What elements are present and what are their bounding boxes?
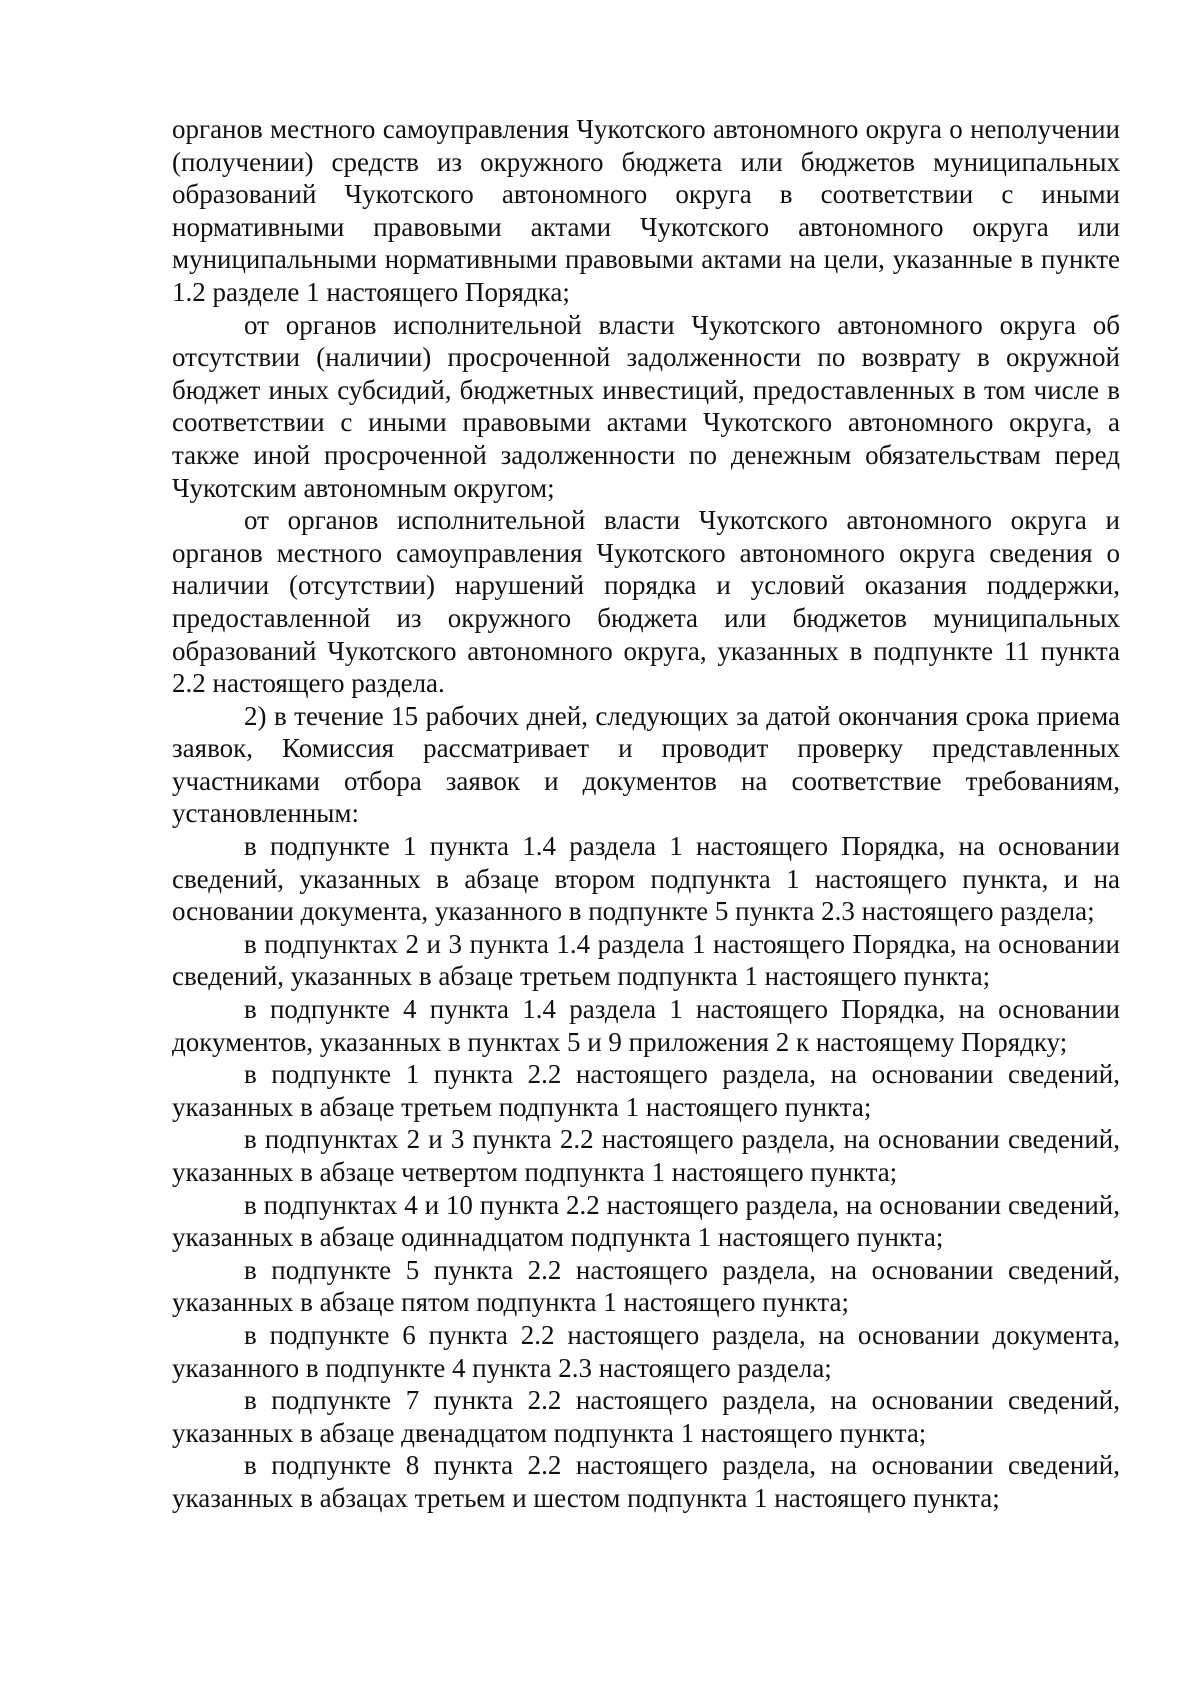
paragraph-10: в подпунктах 4 и 10 пункта 2.2 настоящего раздела, на основании сведений, указанных в абзаце одиннадцатом подпункта 1 настоящего пункта; [172,1189,1120,1253]
paragraph-6: в подпунктах 2 и 3 пункта 1.4 раздела 1 настоящего Порядка, на основании сведений, указанных в абзаце третьем подпункта 1 настоящего пункта; [172,928,1120,992]
paragraph-1: органов местного самоуправления Чукотского автономного округа о неполучении (получении) средств из окружного бюджета или бюджетов муниципальных образований Чукотского автономного округа в соответствии с иными нормативными правовыми актами Чукотского автономного округа или муниципальными нормативными правовыми актами на цели, указанные в пункте 1.2 разделе 1 настоящего Порядка; [172,114,1120,307]
paragraph-14: в подпункте 8 пункта 2.2 настоящего раздела, на основании сведений, указанных в абзацах третьем и шестом подпункта 1 настоящего пункта; [172,1450,1120,1513]
paragraph-11: в подпункте 5 пункта 2.2 настоящего раздела, на основании сведений, указанных в абзаце пятом подпункта 1 настоящего пункта; [172,1254,1120,1318]
paragraph-5: в подпункте 1 пункта 1.4 раздела 1 настоящего Порядка, на основании сведений, указанных в абзаце втором подпункта 1 настоящего пункта, и на основании документа, указанного в подпункте 5 пункта 2.3 настоящего раздела; [172,831,1120,927]
paragraph-9: в подпунктах 2 и 3 пункта 2.2 настоящего раздела, на основании сведений, указанных в абзаце четвертом подпункта 1 настоящего пункта; [172,1124,1120,1187]
paragraph-12: в подпункте 6 пункта 2.2 настоящего раздела, на основании документа, указанного в подпункте 4 пункта 2.3 настоящего раздела; [172,1319,1120,1383]
document-body [172,113,1120,1515]
paragraph-13: в подпункте 7 пункта 2.2 настоящего раздела, на основании сведений, указанных в абзаце двенадцатом подпункта 1 настоящего пункта; [172,1385,1120,1448]
paragraph-3: от органов исполнительной власти Чукотского автономного округа и органов местного самоуправления Чукотского автономного округа сведения о наличии (отсутствии) нарушений порядка и условий оказания поддержки, предоставленной из окружного бюджета или бюджетов муниципальных образований Чукотского автономного округа, указанных в подпункте 11 пункта 2.2 настоящего раздела. [172,505,1120,699]
paragraph-4: 2) в течение 15 рабочих дней, следующих за датой окончания срока приема заявок, Комиссия рассматривает и проводит проверку представленных участниками отбора заявок и документов на соответствие требованиям, установленным: [172,700,1120,829]
paragraph-7: в подпункте 4 пункта 1.4 раздела 1 настоящего Порядка, на основании документов, указанных в пунктах 5 и 9 приложения 2 к настоящему Порядку; [172,994,1120,1057]
paragraph-2: от органов исполнительной власти Чукотского автономного округа об отсутствии (наличии) просроченной задолженности по возврату в окружной бюджет иных субсидий, бюджетных инвестиций, предоставленных в том числе в соответствии с иными правовыми актами Чукотского автономного округа, а также иной просроченной задолженности по денежным обязательствам перед Чукотским автономным округом; [172,309,1120,503]
paragraph-8: в подпункте 1 пункта 2.2 настоящего раздела, на основании сведений, указанных в абзаце третьем подпункта 1 настоящего пункта; [172,1059,1120,1122]
